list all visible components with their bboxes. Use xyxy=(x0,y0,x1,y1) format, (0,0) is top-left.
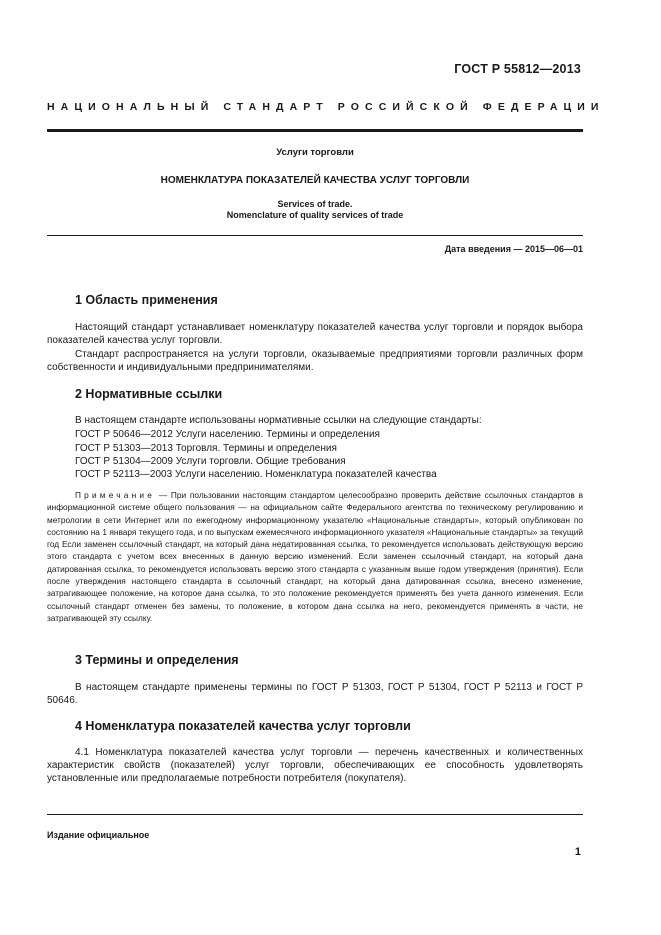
section-2-heading: 2 Нормативные ссылки xyxy=(75,387,223,401)
title-rule xyxy=(47,235,583,236)
official-edition-label: Издание официальное xyxy=(47,830,150,840)
reference-item: ГОСТ Р 51304—2009 Услуги торговли. Общие требования xyxy=(75,456,346,467)
reference-item: ГОСТ Р 50646—2012 Услуги населению. Термины и определения xyxy=(75,429,380,440)
footer-rule xyxy=(47,814,583,815)
note-label: Примечание xyxy=(75,490,156,500)
section-4-paragraph-1: 4.1 Номенклатура показателей качества услуг торговли — перечень качественных и количественных характеристик свойств (показателей) услуг торговли, обеспечивающих ее способность удовлетворять установленные или предполагаемые потребности потребителя (покупателя). xyxy=(47,747,583,784)
section-2-note xyxy=(47,489,583,624)
subject-title: Услуги торговли xyxy=(276,147,354,158)
standard-number: ГОСТ Р 55812—2013 xyxy=(454,62,581,76)
english-title-line-1: Services of trade. xyxy=(277,199,353,209)
section-3-paragraph-1: В настоящем стандарте применены термины по ГОСТ Р 51303, ГОСТ Р 51304, ГОСТ Р 52113 и ГОСТ Р 50646. xyxy=(47,682,583,706)
document-main-title: НОМЕНКЛАТУРА ПОКАЗАТЕЛЕЙ КАЧЕСТВА УСЛУГ ТОРГОВЛИ xyxy=(160,175,470,186)
section-4-heading: 4 Номенклатура показателей качества услуг торговли xyxy=(75,719,411,733)
section-3-heading: 3 Термины и определения xyxy=(75,653,239,667)
section-1-paragraph-1: Настоящий стандарт устанавливает номенклатуру показателей качества услуг торговли и порядок выбора показателей качества услуг торговли. xyxy=(47,322,583,346)
reference-item: ГОСТ Р 51303—2013 Торговля. Термины и определения xyxy=(75,443,337,454)
header-rule xyxy=(47,129,583,132)
introduction-date: Дата введения — 2015—06—01 xyxy=(444,244,583,254)
national-standard-title: НАЦИОНАЛЬНЫЙ СТАНДАРТ РОССИЙСКОЙ ФЕДЕРАЦИИ xyxy=(47,101,605,113)
note-text: — При пользовании настоящим стандартом целесообразно проверить действие ссылочных стандартов в информационной системе общего пользования — на официальном сайте Федерального агентства по техническому регулированию и метрологии в сети Интернет или по ежегодному информационному указателю «Национальные стандарты», который опубликован по состоянию на 1 января текущего года, и по выпускам ежемесячного информационного указателя «Национальные стандарты» за текущий год Если заменен ссылочный стандарт, на который дана недатированная ссылка, то рекомендуется использовать действующую версию этого стандарта с учетом всех внесенных в данную версию изменений. Если заменен ссылочный стандарт, на который дана датированная ссылка, то рекомендуется использовать версию этого стандарта с указанным выше годом утверждения (принятия). Если после утверждения настоящего стандарта в ссылочный стандарт, на который дана датированная ссылка, внесено изменение, затрагивающее положение, на которое дана ссылка, то это положение рекомендуется применять без учета данного изменения. Если ссылочный стандарт отменен без замены, то положение, в котором дана ссылка на него, рекомендуется применять в части, не затрагивающей эту ссылку. xyxy=(47,490,583,623)
section-1-heading: 1 Область применения xyxy=(75,293,218,307)
english-title-line-2: Nomenclature of quality services of trade xyxy=(226,210,404,220)
section-2-intro: В настоящем стандарте использованы нормативные ссылки на следующие стандарты: xyxy=(75,415,482,426)
section-1-paragraph-2: Стандарт распространяется на услуги торговли, оказываемые предприятиями торговли различных форм собственности и индивидуальными предпринимателями. xyxy=(47,349,583,373)
reference-item: ГОСТ Р 52113—2003 Услуги населению. Номенклатура показателей качества xyxy=(75,469,437,480)
page-number: 1 xyxy=(574,846,581,858)
